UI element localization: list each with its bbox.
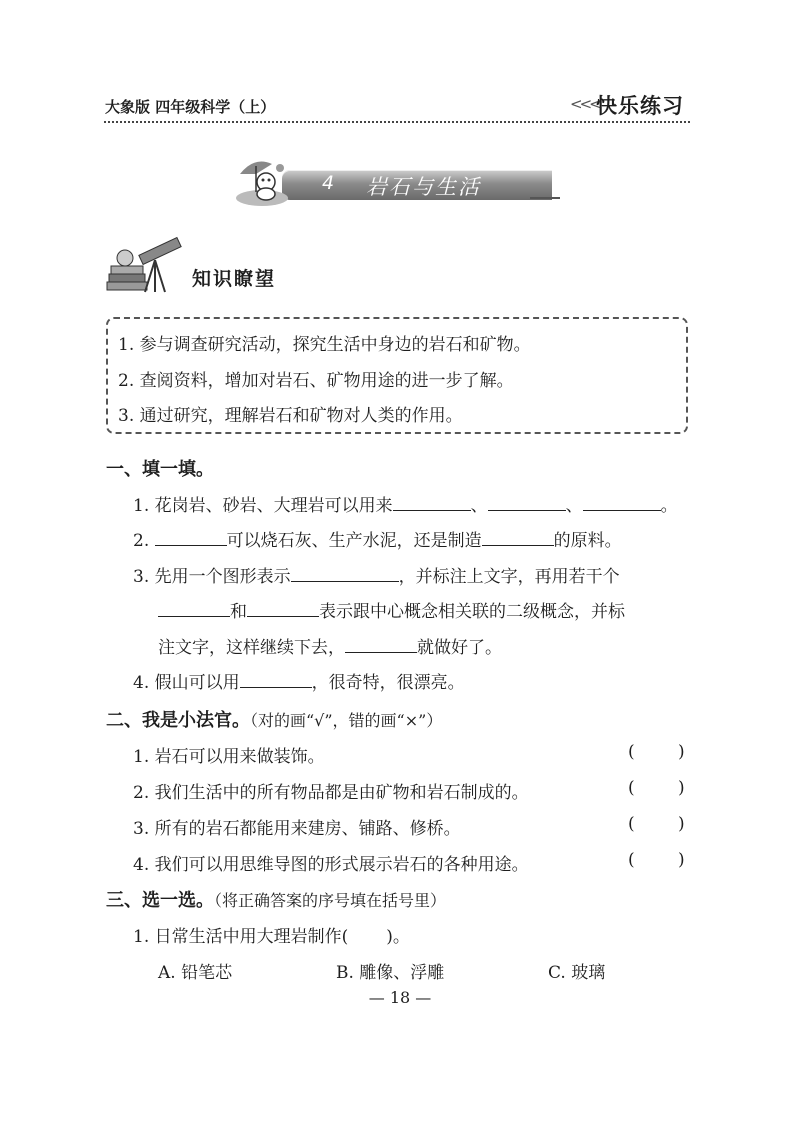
choice-question-1: 1. 日常生活中用大理岩制作( )。 (133, 927, 410, 947)
header-arrows-icon: <<< (570, 95, 599, 113)
answer-paren-close: ) (678, 742, 685, 762)
judge-item-1: 1. 岩石可以用来做装饰。 (133, 747, 325, 767)
header-divider (104, 121, 690, 123)
telescope-books-icon (103, 234, 193, 296)
fill-question-3-line3: 注文字，这样继续下去， 就做好了。 (158, 633, 502, 658)
blank-field[interactable] (345, 634, 417, 653)
option-a: A. 铅笔芯 (158, 963, 233, 983)
answer-field[interactable] (638, 848, 676, 870)
chapter-title: 岩石与生活 (366, 175, 481, 199)
blank-field[interactable] (240, 669, 312, 688)
answer-paren-close: ) (678, 778, 685, 798)
blank-field[interactable] (583, 492, 661, 511)
fill-question-3-line2: 和 表示跟中心概念相关联的二级概念，并标 (158, 597, 625, 622)
option-b: B. 雕像、浮雕 (336, 963, 445, 983)
judge-item-3: 3. 所有的岩石都能用来建房、铺路、修桥。 (133, 819, 461, 839)
blank-field[interactable] (393, 492, 471, 511)
knowledge-item: 3. 通过研究，理解岩石和矿物对人类的作用。 (118, 406, 463, 426)
book-title: 大象版 四年级科学（上） (105, 98, 276, 116)
answer-paren-close: ) (678, 850, 685, 870)
judge-item-4: 4. 我们可以用思维导图的形式展示岩石的各种用途。 (133, 855, 529, 875)
blank-field[interactable] (247, 598, 319, 617)
fill-question-3: 3. 先用一个图形表示 ，并标注上文字，再用若干个 (133, 562, 620, 587)
judge-item-2: 2. 我们生活中的所有物品都是由矿物和岩石制成的。 (133, 783, 529, 803)
answer-paren-open: ( (628, 850, 635, 870)
fill-question-1: 1. 花岗岩、砂岩、大理岩可以用来 、 、 。 (133, 491, 678, 516)
blank-field[interactable] (155, 527, 227, 546)
blank-field[interactable] (482, 527, 554, 546)
answer-paren-open: ( (628, 814, 635, 834)
page-number: — 18 — (368, 988, 432, 1007)
answer-paren-open: ( (628, 778, 635, 798)
option-c: C. 玻璃 (548, 963, 606, 983)
blank-field[interactable] (158, 598, 230, 617)
fill-question-2: 2. 可以烧石灰、生产水泥，还是制造 的原料。 (133, 526, 622, 551)
banner-underline (530, 197, 560, 199)
section-3-heading: 三、选一选。（将正确答案的序号填在括号里） (106, 890, 447, 911)
answer-field[interactable] (638, 776, 676, 798)
section-2-heading: 二、我是小法官。（对的画“√”，错的画“×”） (106, 710, 443, 731)
answer-field[interactable] (638, 812, 676, 834)
answer-paren-open: ( (628, 742, 635, 762)
answer-field[interactable] (638, 740, 676, 762)
series-title: 快乐练习 (596, 94, 684, 118)
section-1-heading: 一、填一填。 (106, 459, 214, 480)
blank-field[interactable] (291, 563, 399, 582)
fill-question-4: 4. 假山可以用 ，很奇特，很漂亮。 (133, 668, 465, 693)
knowledge-item: 1. 参与调查研究活动，探究生活中身边的岩石和矿物。 (118, 335, 531, 355)
knowledge-heading: 知识瞭望 (192, 268, 277, 290)
chapter-number: 4 (322, 172, 335, 194)
mascot-umbrella-icon (232, 152, 292, 208)
knowledge-item: 2. 查阅资料，增加对岩石、矿物用途的进一步了解。 (118, 371, 514, 391)
blank-field[interactable] (488, 492, 566, 511)
answer-paren-close: ) (678, 814, 685, 834)
